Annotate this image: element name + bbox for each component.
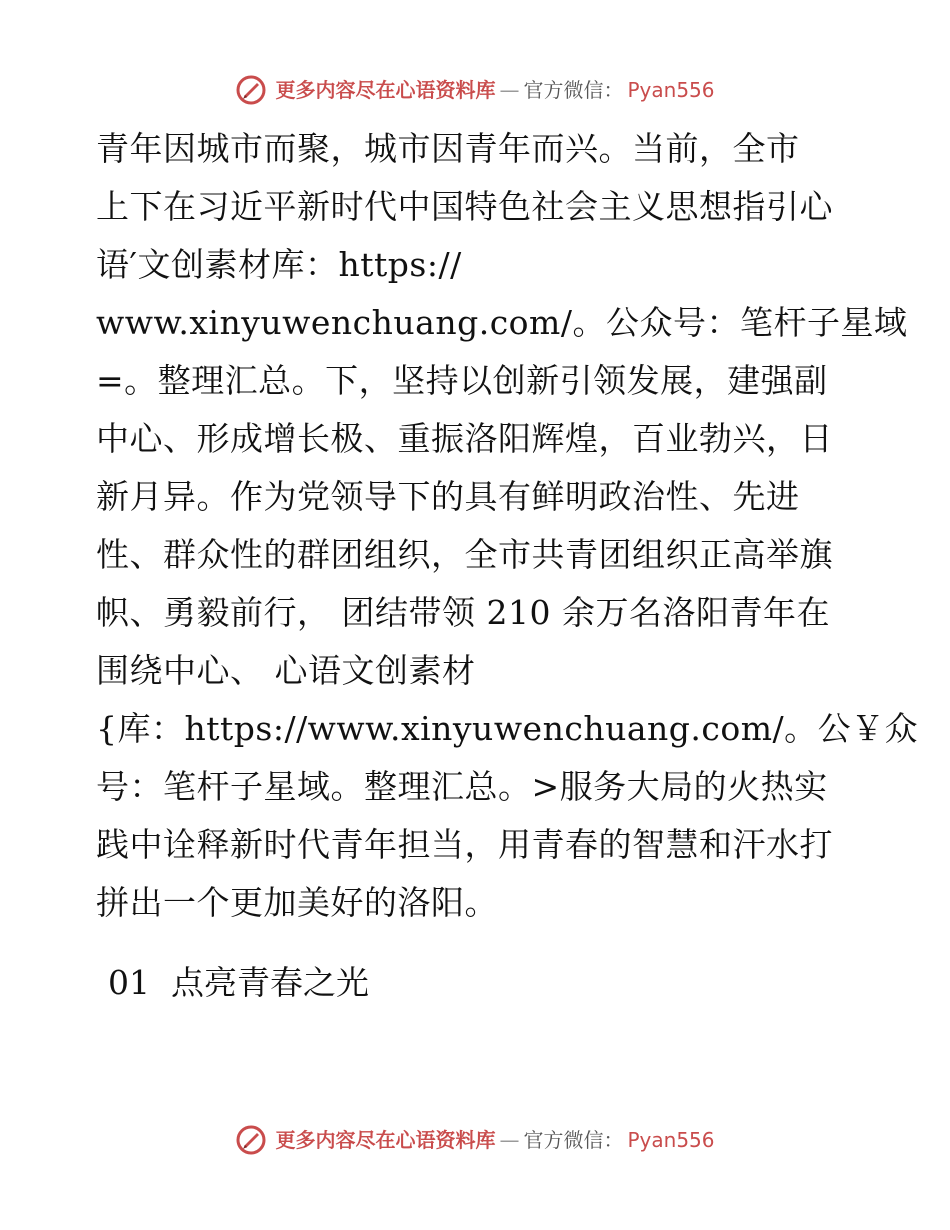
banner-main-text: 更多内容尽在心语资料库	[275, 1128, 496, 1152]
body-line: 性、群众性的群团组织，全市共青团组织正高举旗	[96, 535, 833, 574]
banner-separator: —	[499, 1128, 520, 1152]
body-line: 拼出一个更加美好的洛阳。	[96, 883, 498, 922]
section-heading: 01 点亮青春之光	[108, 963, 369, 1002]
body-line: 新月异。作为党领导下的具有鲜明政治性、先进	[96, 477, 800, 516]
banner-main-text: 更多内容尽在心语资料库	[275, 78, 496, 102]
banner-wechat-label: 官方微信：	[523, 1128, 624, 1152]
banner-wechat-label: 官方微信：	[523, 78, 624, 102]
quill-seal-icon	[235, 74, 267, 106]
body-line: 青年因城市而聚，城市因青年而兴。当前，全市	[96, 129, 800, 168]
body-line: www.xinyuwenchuang.com/。公众号：笔杆子星域	[96, 303, 908, 342]
body-line: {库：https://www.xinyuwenchuang.com/。公￥众	[96, 709, 919, 748]
body-line: 围绕中心、 心语文创素材	[96, 651, 476, 690]
body-line: 帜、勇毅前行， 团结带领 210 余万名洛阳青年在	[96, 593, 830, 632]
body-line: 语′文创素材库：https://	[96, 245, 462, 284]
body-line: =。整理汇总。下，坚持以创新引领发展，建强副	[96, 361, 828, 400]
body-paragraph	[96, 120, 919, 932]
body-line: 践中诠释新时代青年担当，用青春的智慧和汗水打	[96, 825, 833, 864]
body-line: 上下在习近平新时代中国特色社会主义思想指引心	[96, 187, 833, 226]
body-line: 号：笔杆子星域。整理汇总。>服务大局的火热实	[96, 767, 828, 806]
document-body	[96, 120, 919, 932]
quill-seal-icon	[235, 1124, 267, 1156]
banner-separator: —	[499, 78, 520, 102]
banner-wechat-id: Pyan556	[627, 1128, 715, 1152]
banner-text	[275, 1130, 714, 1150]
banner-text	[275, 80, 714, 100]
footer-banner	[0, 1120, 950, 1160]
body-line: 中心、形成增长极、重振洛阳辉煌，百业勃兴，日	[96, 419, 833, 458]
header-banner	[0, 70, 950, 110]
banner-wechat-id: Pyan556	[627, 78, 715, 102]
